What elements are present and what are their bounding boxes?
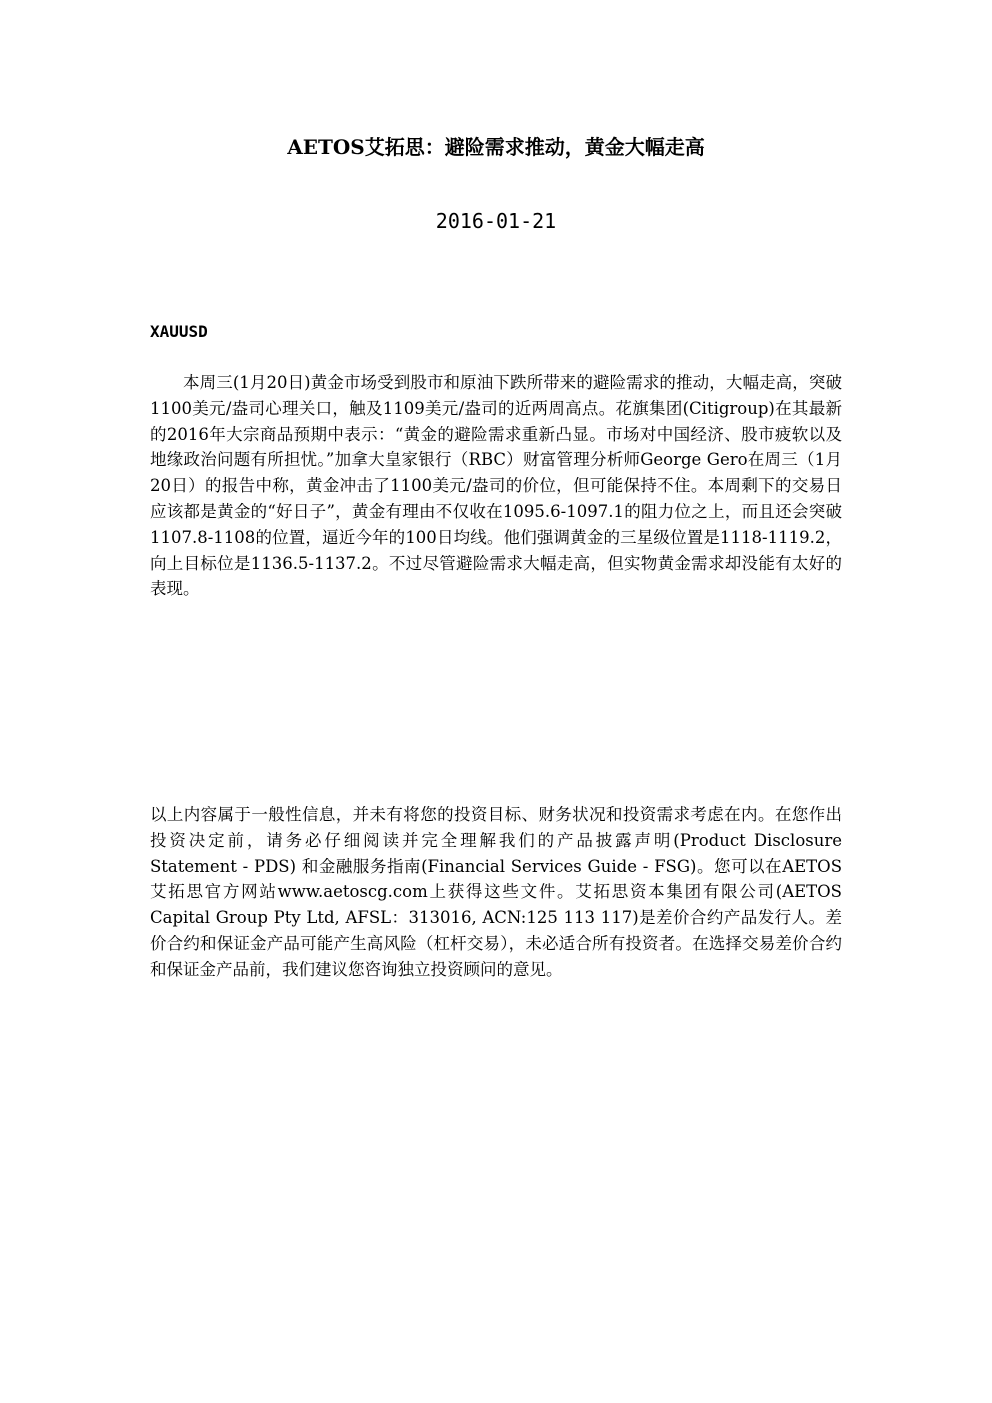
document-title: AETOS艾拓思：避险需求推动，黄金大幅走高 xyxy=(287,135,705,159)
article-body: 本周三(1月20日)黄金市场受到股市和原油下跌所带来的避险需求的推动，大幅走高，突破1100美元/盎司心理关口，触及1109美元/盎司的近两周高点。花旗集团(Citigroup)在其最新的2016年大宗商品预期中表示：“黄金的避险需求重新凸显。市场对中国经济、股市疲软以及地缘政治问题有所担忧。”加拿大皇家银行（RBC）财富管理分析师George Gero在周三（1月20日）的报告中称，黄金冲击了1100美元/盎司的价位，但可能保持不住。本周剩下的交易日应该都是黄金的“好日子”，黄金有理由不仅收在1095.6-1097.1的阻力位之上，而且还会突破1107.8-1108的位置，逼近今年的100日均线。他们强调黄金的三星级位置是1118-1119.2，向上目标位是1136.5-1137.2。不过尽管避险需求大幅走高，但实物黄金需求却没能有太好的表现。 xyxy=(150,373,842,599)
document-date: 2016-01-21 xyxy=(435,209,557,233)
instrument-symbol: XAUUSD xyxy=(150,322,208,341)
disclaimer-text: 以上内容属于一般性信息，并未有将您的投资目标、财务状况和投资需求考虑在内。在您作出投资决定前，请务必仔细阅读并完全理解我们的产品披露声明(Product Disclosure Statement - PDS) 和金融服务指南(Financial Services Guide - FSG)。您可以在AETOS艾拓思官方网站www.aetoscg.com上获得这些文件。艾拓思资本集团有限公司(AETOS Capital Group Pty Ltd, AFSL：313016, ACN:125 113 117)是差价合约产品发行人。差价合约和保证金产品可能产生高风险（杠杆交易），未必适合所有投资者。在选择交易差价合约和保证金产品前，我们建议您咨询独立投资顾问的意见。 xyxy=(150,805,842,979)
